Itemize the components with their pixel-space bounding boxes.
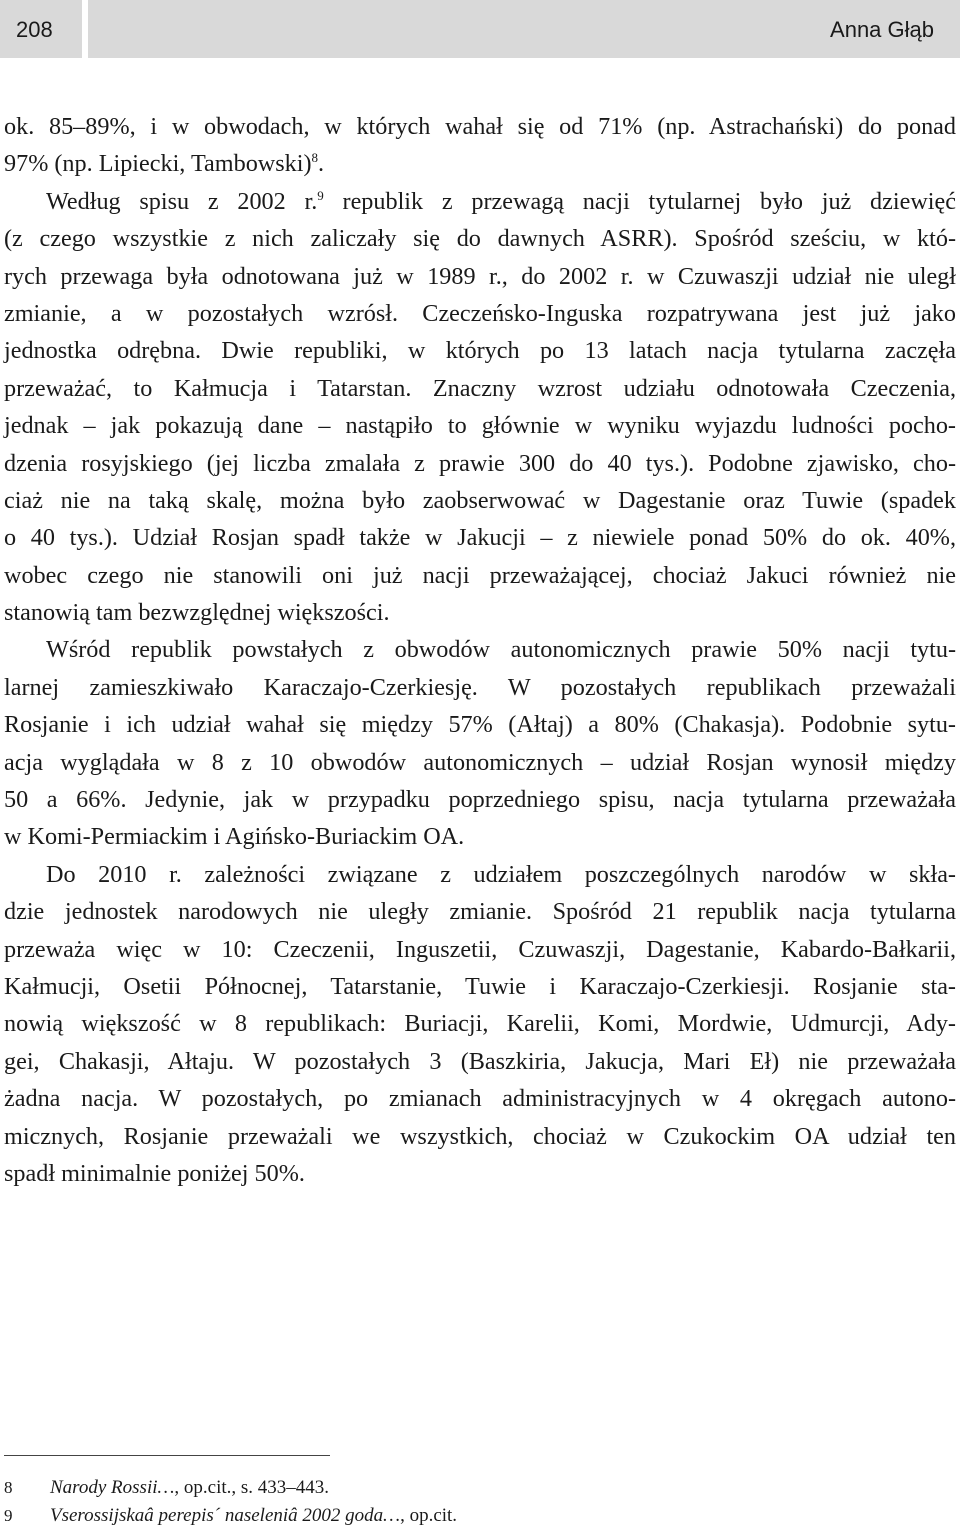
text-line: jednostka odrębna. Dwie republiki, w których po 13 latach nacja tytularna zaczęła	[4, 337, 956, 365]
text-line: dzie jednostek narodowych nie uległy zmianie. Spośród 21 republik nacja tytularna	[4, 898, 956, 926]
text-line: gei, Chakasji, Ałtaju. W pozostałych 3 (Baszkiria, Jakucja, Mari Eł) nie przeważała	[4, 1047, 956, 1075]
author-name: Anna Głąb	[830, 17, 934, 42]
text-line: Do 2010 r. zależności związane z udziałem poszczególnych narodów w skła-	[46, 860, 956, 888]
page-number: 208	[16, 17, 53, 42]
footnote-title: Narody Rossii…	[50, 1477, 175, 1498]
text-line: acja wyglądała w 8 z 10 obwodów autonomicznych – udział Rosjan wynosił między	[4, 748, 956, 776]
text-segment: Według spisu z 2002 r.	[46, 187, 318, 215]
text-line: Kałmucji, Osetii Północnej, Tatarstanie, Tuwie i Karaczajo-Czerkiesji. Rosjanie sta-	[4, 972, 956, 1000]
text-line	[4, 183, 956, 220]
text-line: zmianie, a w pozostałych wzrósł. Czeczeńsko-Inguska rozpatrywana jest już jako	[4, 299, 956, 327]
text-line: ciaż nie na taką skalę, można było zaobserwować w Dagestanie oraz Tuwie (spadek	[4, 486, 956, 514]
footnote-text: , op.cit.	[400, 1505, 458, 1526]
footnote-title: Vserossijskaâ perepis´ naseleniâ 2002 goda…	[50, 1505, 401, 1526]
footnote-ref[interactable]: 9	[317, 187, 324, 203]
text-line: nowią większość w 8 republikach: Buriacji, Karelii, Komi, Mordwie, Udmurcji, Ady-	[4, 1010, 956, 1038]
text-segment: .	[318, 150, 325, 178]
running-header	[0, 0, 960, 58]
text-line: stanowią tam bezwzględnej większości.	[4, 599, 390, 627]
text-line: Rosjanie i ich udział wahał się między 57% (Ałtaj) a 80% (Chakasja). Podobnie sytu-	[4, 711, 956, 739]
footnote-number: 9	[4, 1506, 13, 1525]
text-line: Wśród republik powstałych z obwodów autonomicznych prawie 50% nacji tytu-	[46, 636, 956, 664]
text-line: 50 a 66%. Jedynie, jak w przypadku poprzedniego spisu, nacja tytularna przeważała	[4, 786, 956, 814]
footnote	[4, 1474, 457, 1502]
text-line: micznych, Rosjanie przeważali we wszystkich, chociaż w Czukockim OA udział ten	[4, 1122, 956, 1150]
page-number-box	[0, 0, 82, 58]
text-segment: republik z przewagą nacji tytularnej było już dziewięć	[323, 187, 956, 215]
text-line: ok. 85–89%, i w obwodach, w których wahał się od 71% (np. Astrachański) do ponad	[4, 113, 956, 140]
text-line	[4, 145, 956, 182]
author-box	[88, 0, 960, 58]
text-line: przeważać, to Kałmucja i Tatarstan. Znaczny wzrost udziału odnotowała Czeczenia,	[4, 374, 956, 402]
footnote	[4, 1502, 457, 1530]
text-line: spadł minimalnie poniżej 50%.	[4, 1159, 305, 1187]
text-line: wobec czego nie stanowili oni już nacji przeważającej, chociaż Jakuci również nie	[4, 561, 956, 589]
text-line: żadna nacja. W pozostałych, po zmianach administracyjnych w 4 okręgach autono-	[4, 1085, 956, 1113]
text-line: (z czego wszystkie z nich zaliczały się do dawnych ASRR). Spośród sześciu, w któ-	[4, 225, 956, 253]
text-line: przeważa więc w 10: Czeczenii, Inguszetii, Czuwaszji, Dagestanie, Kabardo-Bałkarii,	[4, 935, 956, 963]
main-text	[4, 108, 956, 1192]
footnote-divider	[4, 1455, 330, 1456]
text-line: w Komi-Permiackim i Agińsko-Buriackim OA.	[4, 823, 465, 851]
footnote-number: 8	[4, 1478, 13, 1497]
footnotes	[4, 1474, 457, 1530]
text-line: o 40 tys.). Udział Rosjan spadł także w Jakucji – z niewiele ponad 50% do ok. 40%,	[4, 524, 956, 552]
text-segment: 97% (np. Lipiecki, Tambowski)	[4, 150, 312, 178]
text-line: jednak – jak pokazują dane – nastąpiło to głównie w wyniku wyjazdu ludności pocho-	[4, 412, 956, 440]
text-line: rych przewaga była odnotowana już w 1989 r., do 2002 r. w Czuwaszji udział nie uległ	[4, 262, 956, 290]
footnote-ref[interactable]: 8	[311, 150, 319, 166]
text-line: larnej zamieszkiwało Karaczajo-Czerkiesję. W pozostałych republikach przeważali	[4, 673, 956, 701]
text-line: dzenia rosyjskiego (jej liczba zmalała z prawie 300 do 40 tys.). Podobne zjawisko, cho-	[4, 449, 956, 477]
footnote-text: , op.cit., s. 433–443.	[174, 1477, 330, 1498]
